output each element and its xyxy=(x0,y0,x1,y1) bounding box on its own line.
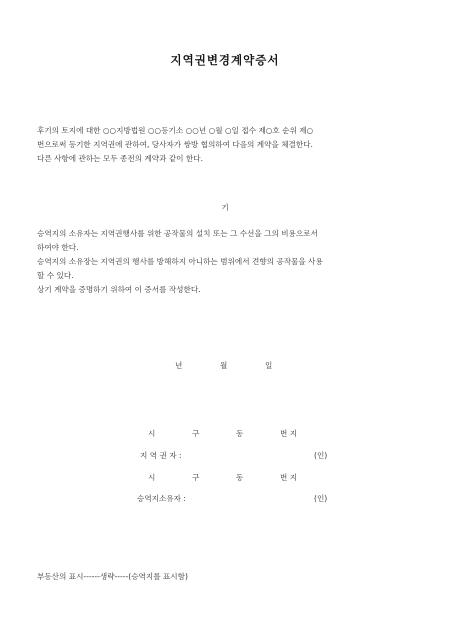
holder-label: 지 역 권 자 : xyxy=(140,451,182,460)
owner-label: 승역지소유자 : xyxy=(137,494,186,503)
terms-paragraph xyxy=(37,227,417,297)
address-city: 시 xyxy=(148,429,156,438)
document-title: 지역권변경계약증서 xyxy=(170,53,280,67)
terms-line: 상기 계약을 증명하기 위하여 이 증서를 작성한다. xyxy=(37,285,201,294)
intro-paragraph xyxy=(37,124,417,166)
address-dong: 동 xyxy=(236,429,244,438)
address-district: 구 xyxy=(192,429,200,438)
intro-line: 다른 사항에 관하는 모두 종전의 계약과 같이 한다. xyxy=(37,154,204,163)
holder-seal: (인) xyxy=(314,451,328,460)
terms-line: 하여야 한다. xyxy=(37,243,79,252)
address-lot: 번 지 xyxy=(280,473,298,482)
terms-line: 할 수 있다. xyxy=(37,271,74,280)
owner-address xyxy=(148,472,324,483)
intro-line: 후기의 토지에 대한 ○○지방법원 ○○등기소 ○○년 ○월 ○일 접수 제○호 순위 제○ xyxy=(37,126,314,135)
owner-seal: (인) xyxy=(314,494,328,503)
date-year: 년 xyxy=(175,361,183,370)
holder-address xyxy=(148,428,324,439)
property-description: 부동산의 표시------생략-----(승역지를 표시함) xyxy=(37,572,188,581)
terms-line: 승역지의 소유장는 지역권의 행사를 방해하지 아니하는 범위에서 견향의 공작물을 사용 xyxy=(37,257,323,266)
terms-line: 승역지의 소유자는 지역권행사를 위한 공작물의 설치 또는 그 수선을 그의 비용으로서 xyxy=(37,229,318,238)
address-dong: 동 xyxy=(236,473,244,482)
date-month: 월 xyxy=(220,361,228,370)
intro-line: 번으로써 등기한 지역권에 관하여, 당사자가 쌍방 협의하여 다음의 계약을 체결한다. xyxy=(37,140,313,149)
date-day: 일 xyxy=(265,361,273,370)
address-city: 시 xyxy=(148,473,156,482)
address-district: 구 xyxy=(192,473,200,482)
section-heading-gi: 기 xyxy=(221,203,229,212)
address-lot: 번 지 xyxy=(280,429,298,438)
